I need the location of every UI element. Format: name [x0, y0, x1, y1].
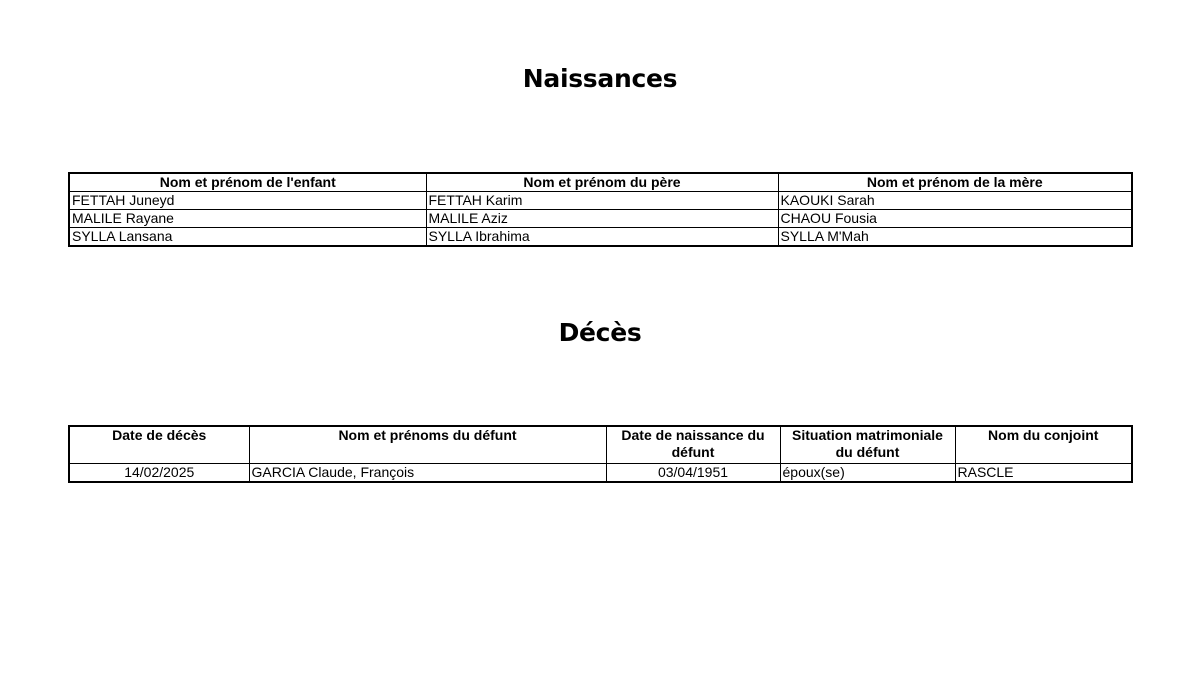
column-header-situation: Situation matrimoniale du défunt: [780, 426, 955, 464]
deces-title: Décès: [558, 318, 642, 347]
table-row: [69, 464, 1132, 483]
cell-pere: MALILE Aziz: [426, 210, 778, 228]
table-header-row: [69, 173, 1132, 192]
column-header-date-naissance: Date de naissance du défunt: [606, 426, 780, 464]
cell-mere: KAOUKI Sarah: [778, 192, 1132, 210]
column-header-mere: Nom et prénom de la mère: [778, 173, 1132, 192]
cell-date-naissance: 03/04/1951: [606, 464, 780, 483]
naissances-title: Naissances: [522, 64, 678, 93]
deces-table: [68, 425, 1133, 483]
column-header-conjoint: Nom du conjoint: [955, 426, 1132, 464]
cell-date-deces: 14/02/2025: [69, 464, 249, 483]
cell-pere: FETTAH Karim: [426, 192, 778, 210]
cell-enfant: SYLLA Lansana: [69, 228, 426, 247]
cell-pere: SYLLA Ibrahima: [426, 228, 778, 247]
cell-mere: SYLLA M'Mah: [778, 228, 1132, 247]
cell-enfant: FETTAH Juneyd: [69, 192, 426, 210]
column-header-date-deces: Date de décès: [69, 426, 249, 464]
table-row: [69, 228, 1132, 247]
column-header-enfant: Nom et prénom de l'enfant: [69, 173, 426, 192]
cell-conjoint: RASCLE: [955, 464, 1132, 483]
cell-situation: époux(se): [780, 464, 955, 483]
cell-mere: CHAOU Fousia: [778, 210, 1132, 228]
naissances-table: [68, 172, 1133, 247]
column-header-pere: Nom et prénom du père: [426, 173, 778, 192]
table-header-row: [69, 426, 1132, 464]
cell-nom-defunt: GARCIA Claude, François: [249, 464, 606, 483]
table-row: [69, 210, 1132, 228]
column-header-nom-defunt: Nom et prénoms du défunt: [249, 426, 606, 464]
cell-enfant: MALILE Rayane: [69, 210, 426, 228]
table-row: [69, 192, 1132, 210]
